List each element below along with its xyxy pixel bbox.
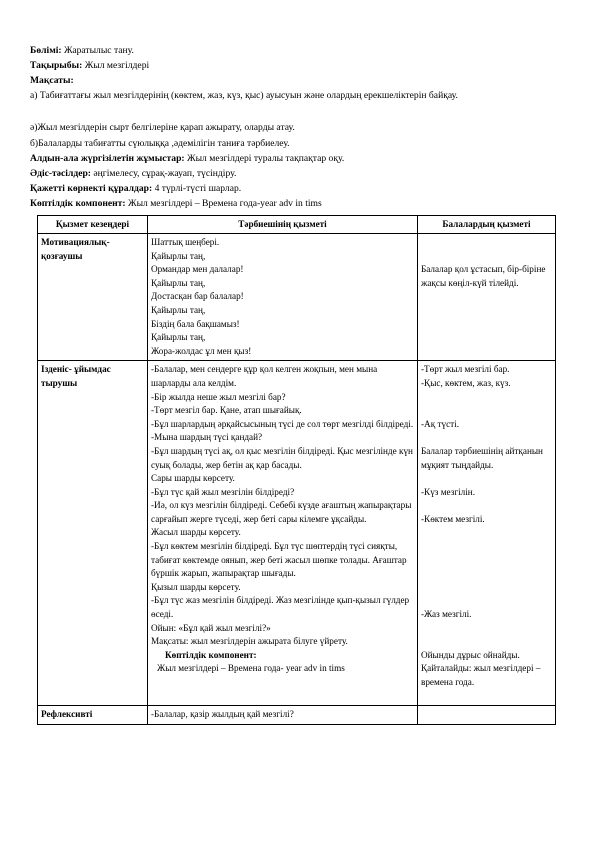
- teacher-line: Жора-жолдас ұл мен қыз!: [151, 345, 252, 356]
- children-line: Ойынды дұрыс ойнайды. Қайталайды: жыл мезгілдері –времена года.: [421, 649, 541, 687]
- prework-label: Алдын-ала жүргізілетін жұмыстар:: [30, 153, 185, 164]
- table-row-reflective: [38, 706, 556, 725]
- teacher-line: Ойын: «Бұл қай жыл мезгілі?»: [151, 622, 271, 633]
- teacher-line: -Балалар, мен сендерге құр қол келген жоқпын, мен мына шарларды ала келдім.: [151, 364, 378, 388]
- teacher-line: -Балалар, қазір жылдың қай мезгілі?: [151, 709, 294, 720]
- children-line: Балалар қол ұстасып, бір-біріне жақсы көңіл-күй тілейді.: [421, 264, 546, 288]
- teacher-line: Біздің бала бақшамыз!: [151, 318, 240, 329]
- methods-value: әңгімелесу, сұрақ-жауап, түсіндіру.: [93, 168, 237, 179]
- stage-cell: [38, 706, 148, 725]
- teacher-line: -Бұл шарлардың әрқайсысының түсі де сол төрт мезгілді білдіреді.: [151, 418, 414, 429]
- section-line: [30, 45, 570, 57]
- stage-label: Мотивациялық-қозғаушы: [41, 237, 110, 261]
- children-cell: [418, 234, 556, 361]
- trilingual-subheading: Көптілдік компонент:: [165, 649, 257, 660]
- teacher-cell: [148, 234, 418, 361]
- methods-label: Әдіс-тәсілдер:: [30, 168, 91, 179]
- teacher-line: Қайырлы таң,: [151, 304, 206, 315]
- topic-label: Тақырыбы:: [30, 60, 83, 71]
- teacher-line: -Төрт мезгіл бар. Қане, атап шығайық.: [151, 405, 302, 416]
- children-cell: [418, 706, 556, 725]
- column-header-children: Балалардың қызметі: [418, 216, 556, 234]
- children-line: -Төрт жыл мезгілі бар.: [421, 364, 510, 375]
- goals-label: Мақсаты:: [30, 75, 74, 86]
- goal-c: б)Балаларды табиғатты сүюлыққа ,әдемілігін таниға тәрбиелеу.: [30, 138, 290, 149]
- children-line: -Қыс, көктем, жаз, күз.: [421, 377, 511, 388]
- trilingual-value: Жыл мезгілдері – Времена года-year adv in tims: [128, 198, 322, 209]
- teacher-line: Достасқан бар балалар!: [151, 291, 244, 302]
- stage-label: Рефлексивті: [41, 709, 93, 720]
- column-header-teacher: Тәрбиешінің қызметі: [148, 216, 418, 234]
- teacher-line: Жасыл шарды көрсету.: [151, 527, 241, 538]
- children-line: -Көктем мезгілі.: [421, 513, 485, 524]
- stage-cell: [38, 361, 148, 706]
- column-header-stage: Қызмет кезеңдері: [38, 216, 148, 234]
- teacher-line: Қайырлы таң,: [151, 332, 206, 343]
- lesson-table: [37, 215, 556, 725]
- trilingual-line: [30, 198, 570, 210]
- children-line: Балалар тәрбиешінің айтқанын мұқият тыңдайды.: [421, 445, 543, 470]
- section-label: Бөлімі:: [30, 45, 62, 56]
- visual-value: 4 түрлі-түсті шарлар.: [154, 183, 242, 194]
- teacher-cell: [148, 361, 418, 706]
- children-line: -Күз мезгілін.: [421, 486, 476, 497]
- topic-line: [30, 60, 570, 72]
- teacher-line: Қызыл шарды көрсету.: [151, 581, 241, 592]
- goal-a: а) Табиғаттағы жыл мезгілдерінің (көктем, жаз, күз, қыс) ауысуын және олардың ерекшеліктерін байқау.: [30, 90, 458, 101]
- table-row-search: [38, 361, 556, 706]
- methods-line: [30, 168, 570, 180]
- table-row-motivation: [38, 234, 556, 361]
- teacher-line: -Бұл шардың түсі ақ, ол қыс мезгілін білдіреді. Қыс мезгілінде күн суық болады, жер бетін ақ қар басады.: [151, 445, 413, 470]
- prework-value: Жыл мезгілдері туралы тақпақтар оқу.: [187, 153, 345, 164]
- section-value: Жаратылыс тану.: [64, 45, 134, 56]
- teacher-line: Ормандар мен далалар!: [151, 264, 244, 275]
- prework-line: [30, 153, 570, 165]
- children-line: -Ақ түсті.: [421, 418, 460, 429]
- children-cell: [418, 361, 556, 706]
- teacher-line: Жыл мезгілдері – Времена года- year adv in tims: [157, 663, 345, 674]
- teacher-line: -Иә, ол күз мезгілін білдіреді. Себебі күзде ағаштың жапырақтары сарғайып жерге түседі, жер беті сары кілемге ұқсайды.: [151, 500, 412, 524]
- teacher-line: Мақсаты: жыл мезгілдерін ажырата білуге үйрету.: [151, 636, 348, 647]
- trilingual-label: Көптілдік компонент:: [30, 198, 126, 209]
- goal-b: ә)Жыл мезгілдерін сырт белгілеріне қарап ажырату, оларды атау.: [30, 122, 295, 133]
- table-header-row: [38, 216, 556, 234]
- children-line: -Жаз мезгілі.: [421, 609, 472, 620]
- topic-value: Жыл мезгілдері: [84, 60, 150, 71]
- teacher-line: Шаттық шеңбері.: [151, 237, 220, 247]
- visual-aids-line: [30, 183, 570, 195]
- teacher-line: -Мына шардың түсі қандай?: [151, 432, 263, 443]
- goals-line: [30, 75, 570, 87]
- teacher-line: -Бұл түс қай жыл мезгілін білдіреді?: [151, 486, 295, 497]
- teacher-line: Қайырлы таң,: [151, 250, 206, 261]
- visual-label: Қажетті көрнекті құралдар:: [30, 183, 153, 194]
- stage-cell: [38, 234, 148, 361]
- teacher-line: -Бұл түс жаз мезгілін білдіреді. Жаз мезгілінде қып-қызыл гүлдер өседі.: [151, 595, 410, 620]
- teacher-line: -Бұл көктем мезгілін білдіреді. Бұл түс шөптердің түсі сияқты, табиғат көктемде оянып, жер беті жасыл шөпке толады. Ағаштар бүршік жарып, жапырақтар шығады.: [151, 541, 407, 579]
- teacher-line: Сары шарды көрсету.: [151, 473, 235, 484]
- teacher-line: -Бір жылда неше жыл мезгілі бар?: [151, 391, 286, 402]
- stage-label: Ізденіс- ұйымдас тырушы: [41, 364, 111, 388]
- teacher-cell: [148, 706, 418, 725]
- teacher-line: Қайырлы таң,: [151, 277, 206, 288]
